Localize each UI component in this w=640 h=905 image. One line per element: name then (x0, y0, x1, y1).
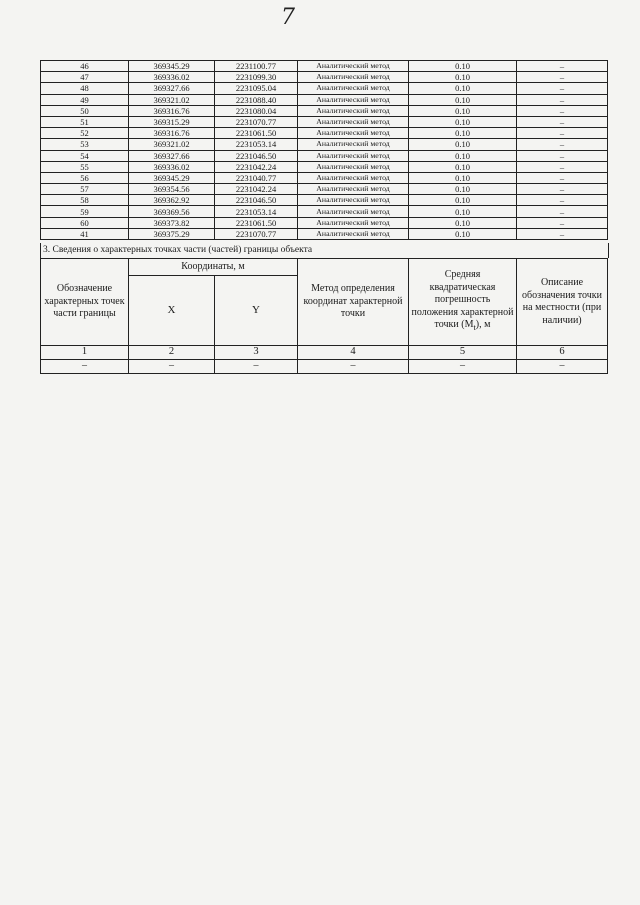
x-coordinate-cell: 369369.56 (129, 206, 215, 217)
coordinate-row (41, 61, 608, 72)
y-coordinate-cell: 2231095.04 (215, 83, 298, 94)
description-cell: – (517, 116, 608, 127)
coordinate-row (41, 161, 608, 172)
column-number: 4 (298, 346, 409, 360)
header-x: X (129, 276, 215, 346)
coordinate-row (41, 105, 608, 116)
empty-cell: – (41, 360, 129, 374)
method-cell: Аналитический метод (298, 128, 409, 139)
precision-cell: 0.10 (409, 105, 517, 116)
column-number: 6 (517, 346, 608, 360)
precision-cell: 0.10 (409, 206, 517, 217)
method-cell: Аналитический метод (298, 150, 409, 161)
coordinate-row (41, 128, 608, 139)
method-cell: Аналитический метод (298, 206, 409, 217)
point-number-cell: 46 (41, 61, 129, 72)
page-number: 7 (281, 5, 295, 30)
precision-cell: 0.10 (409, 94, 517, 105)
column-number: 5 (409, 346, 517, 360)
parts-boundary-table (40, 258, 608, 374)
y-coordinate-cell: 2231070.77 (215, 116, 298, 127)
point-number-cell: 47 (41, 72, 129, 83)
coordinate-row (41, 195, 608, 206)
point-number-cell: 56 (41, 172, 129, 183)
precision-cell: 0.10 (409, 150, 517, 161)
parts-header-row (41, 259, 608, 276)
description-cell: – (517, 128, 608, 139)
description-cell: – (517, 61, 608, 72)
point-number-cell: 60 (41, 217, 129, 228)
point-number-cell: 48 (41, 83, 129, 94)
section-3-title: 3. Сведения о характерных точках части (частей) границы объекта (40, 243, 609, 258)
point-number-cell: 41 (41, 228, 129, 239)
x-coordinate-cell: 369375.29 (129, 228, 215, 239)
y-coordinate-cell: 2231046.50 (215, 150, 298, 161)
precision-cell: 0.10 (409, 61, 517, 72)
method-cell: Аналитический метод (298, 83, 409, 94)
header-description: Описание обозначения точки на местности (при наличии) (517, 259, 608, 346)
point-number-cell: 57 (41, 184, 129, 195)
y-coordinate-cell: 2231042.24 (215, 184, 298, 195)
point-number-cell: 53 (41, 139, 129, 150)
empty-cell: – (517, 360, 608, 374)
method-cell: Аналитический метод (298, 195, 409, 206)
header-y: Y (215, 276, 298, 346)
x-coordinate-cell: 369336.02 (129, 72, 215, 83)
description-cell: – (517, 228, 608, 239)
y-coordinate-cell: 2231046.50 (215, 195, 298, 206)
y-coordinate-cell: 2231040.77 (215, 172, 298, 183)
x-coordinate-cell: 369373.82 (129, 217, 215, 228)
x-coordinate-cell: 369336.02 (129, 161, 215, 172)
precision-cell: 0.10 (409, 161, 517, 172)
method-cell: Аналитический метод (298, 94, 409, 105)
x-coordinate-cell: 369321.02 (129, 139, 215, 150)
point-number-cell: 52 (41, 128, 129, 139)
precision-cell: 0.10 (409, 195, 517, 206)
method-cell: Аналитический метод (298, 61, 409, 72)
column-number: 1 (41, 346, 129, 360)
header-coordinates: Координаты, м (129, 259, 298, 276)
y-coordinate-cell: 2231042.24 (215, 161, 298, 172)
description-cell: – (517, 217, 608, 228)
empty-cell: – (129, 360, 215, 374)
method-cell: Аналитический метод (298, 139, 409, 150)
x-coordinate-cell: 369345.29 (129, 172, 215, 183)
empty-cell: – (298, 360, 409, 374)
description-cell: – (517, 172, 608, 183)
empty-cell: – (409, 360, 517, 374)
y-coordinate-cell: 2231053.14 (215, 139, 298, 150)
coordinate-row (41, 83, 608, 94)
y-coordinate-cell: 2231099.30 (215, 72, 298, 83)
x-coordinate-cell: 369345.29 (129, 61, 215, 72)
x-coordinate-cell: 369321.02 (129, 94, 215, 105)
y-coordinate-cell: 2231080.04 (215, 105, 298, 116)
y-coordinate-cell: 2231070.77 (215, 228, 298, 239)
precision-cell: 0.10 (409, 228, 517, 239)
empty-data-row (41, 360, 608, 374)
x-coordinate-cell: 369315.29 (129, 116, 215, 127)
precision-cell: 0.10 (409, 116, 517, 127)
method-cell: Аналитический метод (298, 172, 409, 183)
description-cell: – (517, 139, 608, 150)
coordinate-row (41, 72, 608, 83)
coordinate-row (41, 228, 608, 239)
column-number: 2 (129, 346, 215, 360)
point-number-cell: 54 (41, 150, 129, 161)
column-numbers-row (41, 346, 608, 360)
precision-cell: 0.10 (409, 83, 517, 94)
method-cell: Аналитический метод (298, 72, 409, 83)
coordinate-row (41, 172, 608, 183)
y-coordinate-cell: 2231061.50 (215, 217, 298, 228)
precision-cell: 0.10 (409, 184, 517, 195)
description-cell: – (517, 83, 608, 94)
coordinate-row (41, 206, 608, 217)
description-cell: – (517, 206, 608, 217)
method-cell: Аналитический метод (298, 105, 409, 116)
point-number-cell: 50 (41, 105, 129, 116)
header-precision (409, 259, 517, 346)
precision-cell: 0.10 (409, 217, 517, 228)
y-coordinate-cell: 2231100.77 (215, 61, 298, 72)
y-coordinate-cell: 2231088.40 (215, 94, 298, 105)
x-coordinate-cell: 369327.66 (129, 83, 215, 94)
coordinate-row (41, 217, 608, 228)
point-number-cell: 49 (41, 94, 129, 105)
method-cell: Аналитический метод (298, 184, 409, 195)
description-cell: – (517, 105, 608, 116)
description-cell: – (517, 195, 608, 206)
coordinate-row (41, 150, 608, 161)
coordinate-row (41, 184, 608, 195)
method-cell: Аналитический метод (298, 217, 409, 228)
precision-cell: 0.10 (409, 128, 517, 139)
y-coordinate-cell: 2231053.14 (215, 206, 298, 217)
description-cell: – (517, 184, 608, 195)
x-coordinate-cell: 369327.66 (129, 150, 215, 161)
header-precision-tail: ), м (475, 319, 491, 331)
point-number-cell: 59 (41, 206, 129, 217)
x-coordinate-cell: 369316.76 (129, 128, 215, 139)
header-precision-main: Средняя квадратическая погрешность положения характерной точки (M (411, 269, 514, 331)
precision-cell: 0.10 (409, 72, 517, 83)
description-cell: – (517, 94, 608, 105)
method-cell: Аналитический метод (298, 116, 409, 127)
x-coordinate-cell: 369316.76 (129, 105, 215, 116)
method-cell: Аналитический метод (298, 161, 409, 172)
description-cell: – (517, 161, 608, 172)
empty-cell: – (215, 360, 298, 374)
coordinates-table-body (41, 61, 608, 240)
header-points: Обозначение характерных точек части границы (41, 259, 129, 346)
column-number: 3 (215, 346, 298, 360)
coordinate-row (41, 139, 608, 150)
x-coordinate-cell: 369362.92 (129, 195, 215, 206)
point-number-cell: 55 (41, 161, 129, 172)
precision-cell: 0.10 (409, 139, 517, 150)
coordinate-row (41, 116, 608, 127)
coordinates-table (40, 60, 608, 240)
description-cell: – (517, 72, 608, 83)
coordinate-row (41, 94, 608, 105)
description-cell: – (517, 150, 608, 161)
y-coordinate-cell: 2231061.50 (215, 128, 298, 139)
precision-cell: 0.10 (409, 172, 517, 183)
x-coordinate-cell: 369354.56 (129, 184, 215, 195)
header-method: Метод определения координат характерной точки (298, 259, 409, 346)
point-number-cell: 51 (41, 116, 129, 127)
header-precision-sub: t (473, 323, 476, 333)
point-number-cell: 58 (41, 195, 129, 206)
method-cell: Аналитический метод (298, 228, 409, 239)
